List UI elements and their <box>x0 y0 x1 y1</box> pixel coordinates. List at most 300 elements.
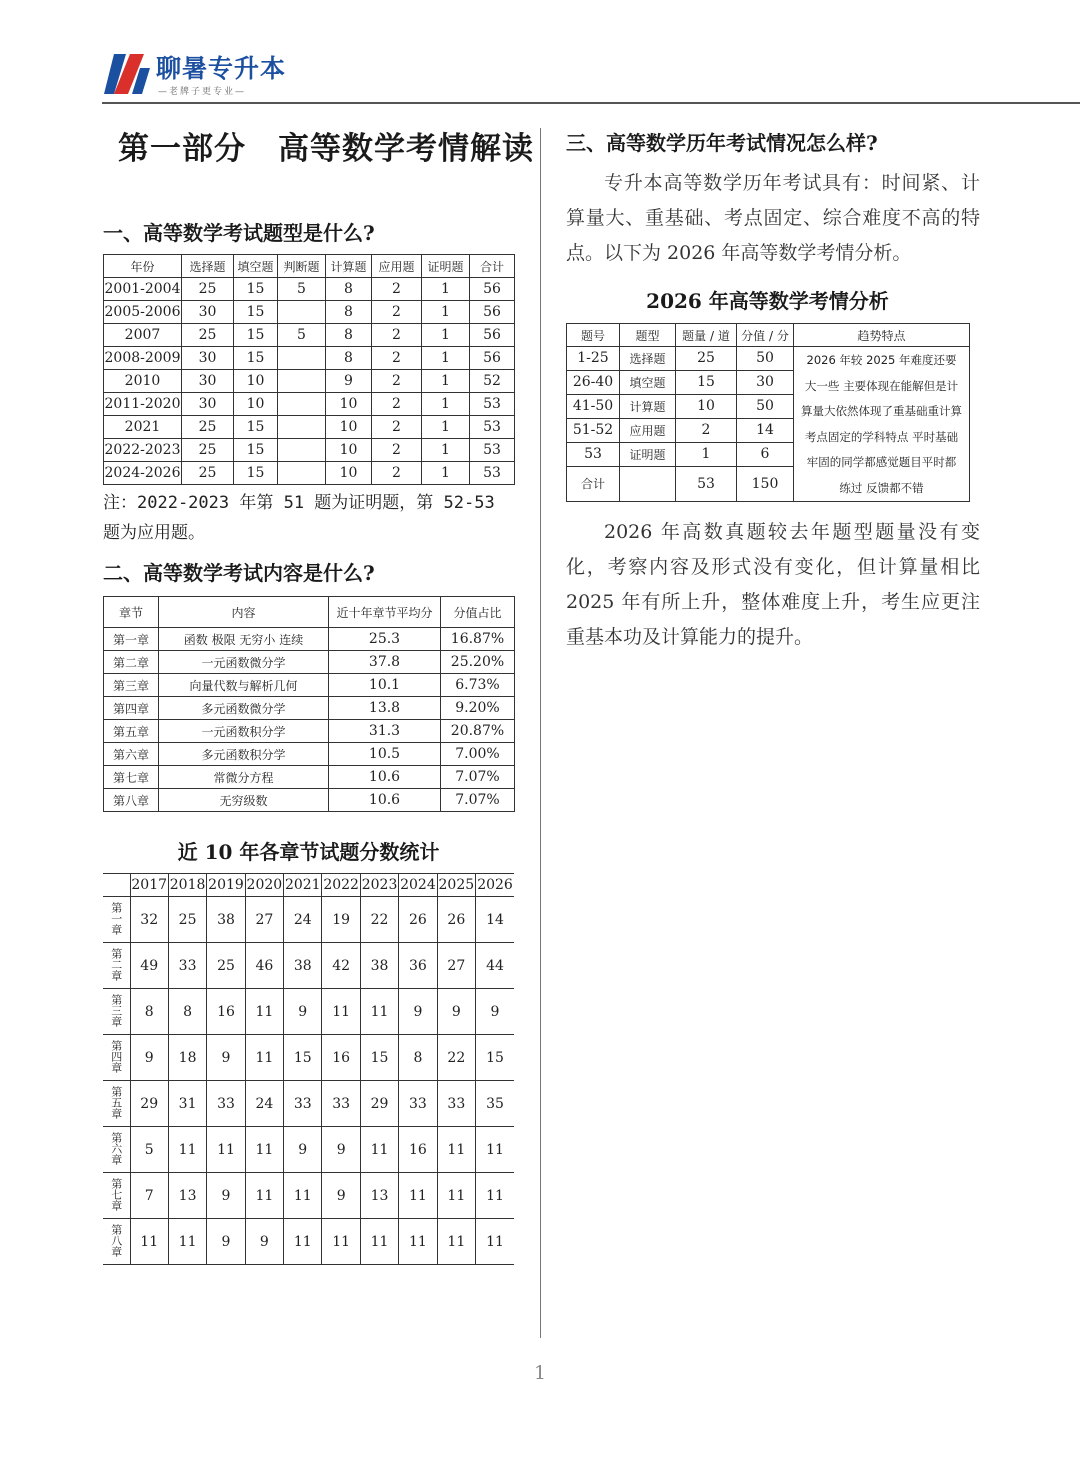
table-cell: 8 <box>326 278 372 301</box>
trend-line: 算量大依然体现了重基础重计算 <box>801 404 962 418</box>
score-cell: 8 <box>399 1035 437 1081</box>
score-cell: 11 <box>130 1219 168 1265</box>
table-row <box>104 347 515 370</box>
table-cell: 常微分方程 <box>159 766 329 789</box>
score-cell: 11 <box>437 1173 475 1219</box>
table-cell: 1 <box>422 393 470 416</box>
conclusion-paragraph: 2026 年高数真题较去年题型题量没有变化，考察内容及形式没有变化，但计算量相比 2025 年有所上升，整体难度上升，考生应更注重基本功及计算能力的提升。 <box>566 521 980 648</box>
table-cell: 25 <box>182 439 234 462</box>
score-cell: 33 <box>399 1081 437 1127</box>
chapter-label: 第三章 <box>109 994 123 1027</box>
table-row <box>104 720 515 743</box>
table-cell: 9.20% <box>441 697 515 720</box>
table-cell: 6.73% <box>441 674 515 697</box>
question-types-table <box>103 254 515 485</box>
table-cell: 1 <box>676 442 737 466</box>
table-cell: 15 <box>676 370 737 394</box>
score-cell: 33 <box>168 943 206 989</box>
section1-heading: 一、高等数学考试题型是什么? <box>103 221 375 245</box>
table-cell: 8 <box>326 301 372 324</box>
table-row <box>104 393 515 416</box>
table-cell: 第七章 <box>104 766 159 789</box>
table-cell: 第六章 <box>104 743 159 766</box>
table-cell: 2 <box>676 418 737 442</box>
table-cell: 25 <box>676 347 737 371</box>
table-cell: 2 <box>372 416 422 439</box>
brand-slogan: —老牌子更专业— <box>158 87 247 97</box>
table-cell: 第二章 <box>104 651 159 674</box>
table-cell: 2 <box>372 324 422 347</box>
score-cell: 27 <box>245 897 283 943</box>
page-number: 1 <box>533 1362 547 1384</box>
chapter-label: 第四章 <box>109 1040 123 1073</box>
score-cell: 7 <box>130 1173 168 1219</box>
table-cell: 30 <box>182 393 234 416</box>
score-cell: 11 <box>207 1127 245 1173</box>
table-row <box>104 789 515 812</box>
table-row <box>103 943 514 989</box>
corner-cell <box>103 874 130 897</box>
table-cell: 2005-2006 <box>104 301 182 324</box>
table-cell: 第三章 <box>104 674 159 697</box>
table-cell: 16.87% <box>441 628 515 651</box>
table-cell <box>278 439 326 462</box>
table-row <box>104 370 515 393</box>
score-cell: 5 <box>130 1127 168 1173</box>
score-cell: 27 <box>437 943 475 989</box>
table-cell: 1 <box>422 324 470 347</box>
page-title: 第一部分 高等数学考情解读 <box>118 131 534 167</box>
table-row <box>104 674 515 697</box>
table-cell: 10 <box>326 393 372 416</box>
chapter-scores-table <box>103 873 514 1265</box>
header-cell: 选择题 <box>182 255 234 278</box>
table-cell: 41-50 <box>567 394 620 418</box>
table-row <box>104 416 515 439</box>
section2-heading: 二、高等数学考试内容是什么? <box>103 561 375 585</box>
table-cell: 15 <box>234 301 278 324</box>
score-cell: 33 <box>207 1081 245 1127</box>
score-cell: 16 <box>322 1035 360 1081</box>
table-cell: 1-25 <box>567 347 620 371</box>
header-cell: 判断题 <box>278 255 326 278</box>
table-cell: 2024-2026 <box>104 462 182 485</box>
chapter-label: 第一章 <box>109 902 123 935</box>
score-cell: 11 <box>437 1219 475 1265</box>
table-cell: 30 <box>182 347 234 370</box>
table-cell <box>278 462 326 485</box>
score-cell: 25 <box>207 943 245 989</box>
score-cell: 9 <box>130 1035 168 1081</box>
score-cell: 11 <box>360 989 398 1035</box>
score-cell: 16 <box>399 1127 437 1173</box>
brand-name: 聊暑专升本 <box>156 54 287 83</box>
header-cell: 近十年章节平均分 <box>329 597 441 628</box>
table-cell: 15 <box>234 278 278 301</box>
table-cell: 第一章 <box>104 628 159 651</box>
chapter-label: 第二章 <box>109 948 123 981</box>
score-cell: 11 <box>322 1219 360 1265</box>
table-cell: 第八章 <box>104 789 159 812</box>
table-cell: 2021 <box>104 416 182 439</box>
column-divider <box>540 128 541 1338</box>
chapter-label: 第七章 <box>109 1178 123 1211</box>
table-cell <box>278 393 326 416</box>
score-cell: 46 <box>245 943 283 989</box>
table-cell: 13.8 <box>329 697 441 720</box>
header-cell: 合计 <box>470 255 515 278</box>
table-header-row <box>104 597 515 628</box>
table-cell: 证明题 <box>620 442 676 466</box>
chapter-scores-title: 近 10 年各章节试题分数统计 <box>177 840 440 864</box>
header-divider <box>102 102 1080 104</box>
chapter-label: 第八章 <box>109 1224 123 1257</box>
score-cell: 42 <box>322 943 360 989</box>
header-cell: 计算题 <box>326 255 372 278</box>
table-cell: 56 <box>470 301 515 324</box>
chapter-label-cell <box>103 1081 130 1127</box>
table-cell: 15 <box>234 347 278 370</box>
header-cell: 章节 <box>104 597 159 628</box>
table-cell: 7.00% <box>441 743 515 766</box>
score-cell: 8 <box>168 989 206 1035</box>
table-cell: 50 <box>737 347 794 371</box>
header-cell: 趋势特点 <box>794 324 970 347</box>
table-cell: 53 <box>470 393 515 416</box>
table-cell: 1 <box>422 347 470 370</box>
chapter-label-cell <box>103 989 130 1035</box>
table-cell: 10 <box>326 439 372 462</box>
score-cell: 9 <box>245 1219 283 1265</box>
score-cell: 22 <box>360 897 398 943</box>
score-cell: 8 <box>130 989 168 1035</box>
score-cell: 15 <box>360 1035 398 1081</box>
score-cell: 29 <box>130 1081 168 1127</box>
table-cell: 25 <box>182 416 234 439</box>
table-cell: 25.3 <box>329 628 441 651</box>
table-cell: 30 <box>737 370 794 394</box>
score-cell: 11 <box>437 1127 475 1173</box>
table-row <box>103 1035 514 1081</box>
score-cell: 49 <box>130 943 168 989</box>
score-cell: 44 <box>476 943 514 989</box>
table-row <box>104 462 515 485</box>
score-cell: 11 <box>476 1173 514 1219</box>
table-header-row <box>104 255 515 278</box>
year-header-cell: 2021 <box>284 874 322 897</box>
chapter-label-cell <box>103 943 130 989</box>
table-cell: 30 <box>182 370 234 393</box>
table-cell: 10 <box>676 394 737 418</box>
score-cell: 11 <box>476 1127 514 1173</box>
score-cell: 9 <box>322 1173 360 1219</box>
table-cell: 7.07% <box>441 766 515 789</box>
header-cell: 年份 <box>104 255 182 278</box>
score-cell: 11 <box>245 1173 283 1219</box>
trend-cell <box>794 347 970 502</box>
score-cell: 11 <box>245 1127 283 1173</box>
score-cell: 24 <box>245 1081 283 1127</box>
table-row <box>567 347 970 371</box>
table-cell: 53 <box>470 416 515 439</box>
table-row <box>104 324 515 347</box>
table-cell: 10.1 <box>329 674 441 697</box>
table-cell: 一元函数微分学 <box>159 651 329 674</box>
table-cell: 2 <box>372 462 422 485</box>
table-row <box>104 439 515 462</box>
table-cell: 8 <box>326 347 372 370</box>
table-cell <box>278 370 326 393</box>
table-cell: 1 <box>422 301 470 324</box>
chapter-label: 第六章 <box>109 1132 123 1165</box>
year-header-cell: 2020 <box>245 874 283 897</box>
score-cell: 38 <box>207 897 245 943</box>
score-cell: 16 <box>207 989 245 1035</box>
score-cell: 13 <box>360 1173 398 1219</box>
score-cell: 9 <box>207 1219 245 1265</box>
section3-heading: 三、高等数学历年考试情况怎么样? <box>566 131 878 155</box>
table-cell: 10 <box>234 393 278 416</box>
table-cell <box>278 347 326 370</box>
header-cell: 题量 / 道 <box>676 324 737 347</box>
table-cell: 56 <box>470 278 515 301</box>
table-header-row <box>103 874 514 897</box>
table-cell: 1 <box>422 370 470 393</box>
table-cell: 20.87% <box>441 720 515 743</box>
table-cell: 10.5 <box>329 743 441 766</box>
score-cell: 15 <box>476 1035 514 1081</box>
table-cell: 15 <box>234 324 278 347</box>
table-cell: 25.20% <box>441 651 515 674</box>
year-header-cell: 2026 <box>476 874 514 897</box>
table-cell: 函数 极限 无穷小 连续 <box>159 628 329 651</box>
total-type <box>620 466 676 501</box>
table-row <box>104 743 515 766</box>
header-cell: 应用题 <box>372 255 422 278</box>
year-header-cell: 2018 <box>168 874 206 897</box>
table-cell: 计算题 <box>620 394 676 418</box>
table-row <box>104 301 515 324</box>
chapter-label-cell <box>103 1173 130 1219</box>
content-table <box>103 596 515 812</box>
score-cell: 9 <box>284 1127 322 1173</box>
year-header-cell: 2025 <box>437 874 475 897</box>
year-header-cell: 2019 <box>207 874 245 897</box>
year-header-cell: 2022 <box>322 874 360 897</box>
table-row <box>104 766 515 789</box>
table-cell: 2001-2004 <box>104 278 182 301</box>
chapter-label-cell <box>103 1035 130 1081</box>
trend-line: 牢固的同学都感觉题目平时都 <box>806 455 957 469</box>
score-cell: 19 <box>322 897 360 943</box>
score-cell: 11 <box>360 1127 398 1173</box>
score-cell: 11 <box>399 1219 437 1265</box>
chapter-label-cell <box>103 1219 130 1265</box>
table-cell: 第五章 <box>104 720 159 743</box>
score-cell: 11 <box>284 1219 322 1265</box>
score-cell: 11 <box>245 1035 283 1081</box>
table-cell <box>278 301 326 324</box>
table-cell: 56 <box>470 347 515 370</box>
chapter-label-cell <box>103 1127 130 1173</box>
table-cell: 53 <box>470 462 515 485</box>
table-cell: 53 <box>567 442 620 466</box>
score-cell: 9 <box>476 989 514 1035</box>
header-cell: 内容 <box>159 597 329 628</box>
table-cell: 10 <box>326 462 372 485</box>
table-cell: 26-40 <box>567 370 620 394</box>
table-cell: 选择题 <box>620 347 676 371</box>
total-label: 合计 <box>567 466 620 501</box>
table-cell: 52 <box>470 370 515 393</box>
table-cell <box>278 416 326 439</box>
table-row <box>103 1081 514 1127</box>
table-cell: 1 <box>422 462 470 485</box>
score-cell: 11 <box>245 989 283 1035</box>
table-cell: 15 <box>234 439 278 462</box>
table-cell: 25 <box>182 462 234 485</box>
table-row <box>103 1173 514 1219</box>
table-row <box>104 697 515 720</box>
table-cell: 51-52 <box>567 418 620 442</box>
table-cell: 5 <box>278 324 326 347</box>
table-cell: 1 <box>422 439 470 462</box>
year-header-cell: 2017 <box>130 874 168 897</box>
table-header-row <box>567 324 970 347</box>
header-cell: 分值 / 分 <box>737 324 794 347</box>
score-cell: 36 <box>399 943 437 989</box>
score-cell: 11 <box>284 1173 322 1219</box>
table-row <box>104 278 515 301</box>
trend-line: 练过 反馈都不错 <box>839 480 924 495</box>
table-cell: 2 <box>372 393 422 416</box>
table-row <box>103 897 514 943</box>
table-cell: 30 <box>182 301 234 324</box>
score-cell: 14 <box>476 897 514 943</box>
table-cell: 第四章 <box>104 697 159 720</box>
table-cell: 37.8 <box>329 651 441 674</box>
table-cell: 50 <box>737 394 794 418</box>
score-cell: 26 <box>399 897 437 943</box>
chapter-label: 第五章 <box>109 1086 123 1119</box>
header-cell: 题型 <box>620 324 676 347</box>
table-cell: 一元函数积分学 <box>159 720 329 743</box>
header-cell: 题号 <box>567 324 620 347</box>
score-cell: 25 <box>168 897 206 943</box>
score-cell: 18 <box>168 1035 206 1081</box>
score-cell: 33 <box>437 1081 475 1127</box>
table-cell: 2 <box>372 347 422 370</box>
score-cell: 29 <box>360 1081 398 1127</box>
table-cell: 向量代数与解析几何 <box>159 674 329 697</box>
score-cell: 11 <box>399 1173 437 1219</box>
score-cell: 35 <box>476 1081 514 1127</box>
score-cell: 26 <box>437 897 475 943</box>
table-cell: 多元函数微分学 <box>159 697 329 720</box>
table-cell: 6 <box>737 442 794 466</box>
chapter-label-cell <box>103 897 130 943</box>
score-cell: 9 <box>437 989 475 1035</box>
table-cell: 2022-2023 <box>104 439 182 462</box>
total-score: 150 <box>737 466 794 501</box>
table-cell: 8 <box>326 324 372 347</box>
trend-line: 2026 年较 2025 年难度还要 <box>806 353 957 367</box>
header-cell: 分值占比 <box>441 597 515 628</box>
table-row <box>104 628 515 651</box>
table-cell: 2 <box>372 278 422 301</box>
table-cell: 5 <box>278 278 326 301</box>
total-count: 53 <box>676 466 737 501</box>
table-row <box>103 989 514 1035</box>
table-cell: 多元函数积分学 <box>159 743 329 766</box>
table-cell: 2 <box>372 439 422 462</box>
intro-paragraph: 专升本高等数学历年考试具有：时间紧、计算量大、重基础、考点固定、综合难度不高的特点。以下为 2026 年高等数学考情分析。 <box>566 172 980 264</box>
analysis-title: 2026 年高等数学考情分析 <box>646 289 889 313</box>
table-row <box>103 1127 514 1173</box>
trend-line: 大一些 主要体现在能解但是计 <box>804 378 959 393</box>
brand-logo-icon <box>104 54 150 94</box>
score-cell: 9 <box>322 1127 360 1173</box>
score-cell: 9 <box>207 1035 245 1081</box>
table-row <box>103 1219 514 1265</box>
table-cell: 1 <box>422 278 470 301</box>
table-cell: 10 <box>326 416 372 439</box>
score-cell: 22 <box>437 1035 475 1081</box>
score-cell: 31 <box>168 1081 206 1127</box>
table-cell: 10 <box>234 370 278 393</box>
table-cell: 2007 <box>104 324 182 347</box>
table-cell: 10.6 <box>329 766 441 789</box>
table-note: 注：2022-2023 年第 51 题为证明题，第 52-53 题为应用题。 <box>103 493 495 543</box>
table-cell: 15 <box>234 416 278 439</box>
score-cell: 24 <box>284 897 322 943</box>
score-cell: 15 <box>284 1035 322 1081</box>
header-cell: 填空题 <box>234 255 278 278</box>
year-header-cell: 2023 <box>360 874 398 897</box>
table-cell: 填空题 <box>620 370 676 394</box>
table-cell: 9 <box>326 370 372 393</box>
header-cell: 证明题 <box>422 255 470 278</box>
score-cell: 9 <box>399 989 437 1035</box>
trend-line: 考点固定的学科特点 平时基础 <box>804 429 959 444</box>
table-row <box>104 651 515 674</box>
table-cell: 2 <box>372 370 422 393</box>
table-cell: 应用题 <box>620 418 676 442</box>
table-cell: 7.07% <box>441 789 515 812</box>
score-cell: 11 <box>168 1127 206 1173</box>
year-header-cell: 2024 <box>399 874 437 897</box>
table-cell: 25 <box>182 324 234 347</box>
score-cell: 32 <box>130 897 168 943</box>
table-cell: 56 <box>470 324 515 347</box>
score-cell: 11 <box>476 1219 514 1265</box>
table-cell: 1 <box>422 416 470 439</box>
analysis-table <box>566 323 970 502</box>
table-cell: 15 <box>234 462 278 485</box>
score-cell: 11 <box>168 1219 206 1265</box>
table-cell: 2008-2009 <box>104 347 182 370</box>
score-cell: 38 <box>360 943 398 989</box>
score-cell: 33 <box>284 1081 322 1127</box>
table-cell: 无穷级数 <box>159 789 329 812</box>
score-cell: 9 <box>207 1173 245 1219</box>
score-cell: 38 <box>284 943 322 989</box>
table-cell: 2 <box>372 301 422 324</box>
score-cell: 11 <box>360 1219 398 1265</box>
score-cell: 33 <box>322 1081 360 1127</box>
table-cell: 53 <box>470 439 515 462</box>
table-cell: 2011-2020 <box>104 393 182 416</box>
